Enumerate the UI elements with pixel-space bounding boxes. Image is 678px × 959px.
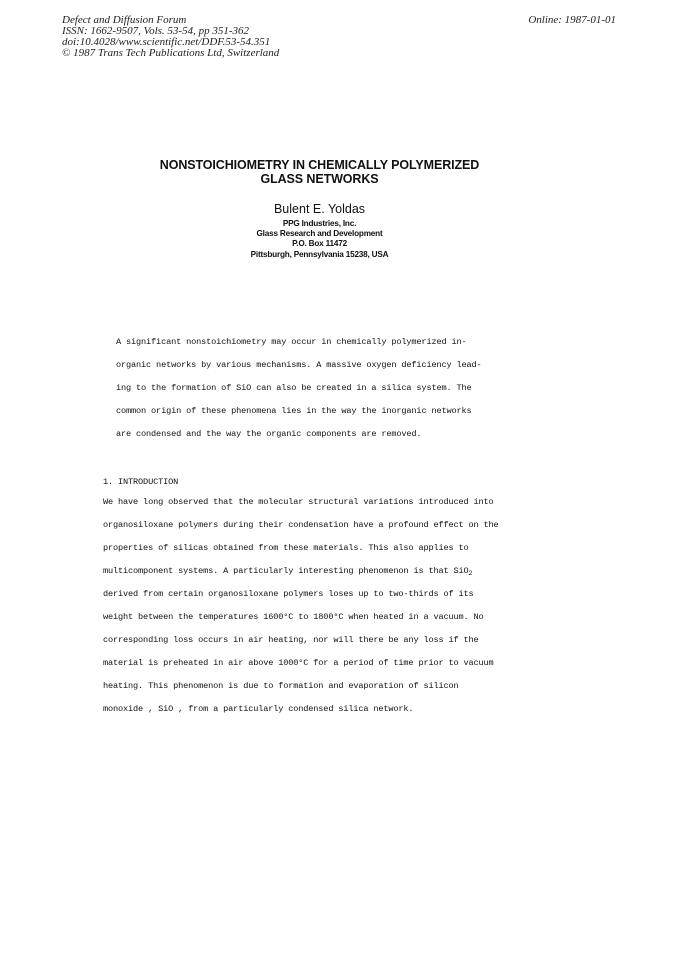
- journal-header: [62, 15, 279, 59]
- body-line: weight between the temperatures 1600°C to 1800°C when heated in a vacuum. No: [103, 612, 484, 622]
- body-line: [103, 566, 553, 589]
- abstract-line: organic networks by various mechanisms. A massive oxygen deficiency lead-: [116, 360, 482, 370]
- body-line: monoxide , SiO , from a particularly condensed silica network.: [103, 704, 414, 714]
- abstract-line: common origin of these phenomena lies in the way the inorganic networks: [116, 406, 472, 416]
- body-line: We have long observed that the molecular structural variations introduced into: [103, 497, 494, 507]
- title-line: GLASS NETWORKS: [260, 172, 379, 186]
- affiliation-line: PPG Industries, Inc.: [282, 219, 357, 228]
- body-line: material is preheated in air above 1000°C for a period of time prior to vacuum: [103, 658, 494, 668]
- abstract-line: ing to the formation of SiO can also be created in a silica system. The: [116, 383, 472, 393]
- body-line: organosiloxane polymers during their condensation have a profound effect on the: [103, 520, 499, 530]
- affiliation-line: P.O. Box 11472: [292, 239, 347, 249]
- abstract-line: A significant nonstoichiometry may occur in chemically polymerized in-: [116, 337, 467, 347]
- subscript: 2: [468, 570, 473, 577]
- abstract: [116, 337, 536, 452]
- paper-title: [0, 158, 639, 186]
- affiliation-line: Pittsburgh, Pennsylvania 15238, USA: [250, 249, 389, 259]
- body-line: derived from certain organosiloxane polymers loses up to two-thirds of its: [103, 589, 474, 599]
- affiliation-line: Glass Research and Development: [256, 229, 383, 239]
- body-line-text: multicomponent systems. A particularly interesting phenomenon is that SiO: [103, 566, 469, 576]
- journal-copyright: © 1987 Trans Tech Publications Ltd, Switzerland: [62, 47, 280, 59]
- title-line: NONSTOICHIOMETRY IN CHEMICALLY POLYMERIZED: [159, 158, 480, 172]
- body-text: [103, 497, 553, 727]
- body-line: properties of silicas obtained from these materials. This also applies to: [103, 543, 469, 553]
- body-line: corresponding loss occurs in air heating, nor will there be any loss if the: [103, 635, 479, 645]
- abstract-line: are condensed and the way the organic components are removed.: [116, 429, 422, 439]
- journal-issn: ISSN: 1662-9507, Vols. 53-54, pp 351-362: [62, 25, 249, 37]
- section-heading: 1. INTRODUCTION: [103, 477, 179, 487]
- journal-name: Defect and Diffusion Forum: [62, 14, 187, 26]
- journal-doi: doi:10.4028/www.scientific.net/DDF.53-54.351: [62, 36, 271, 48]
- author-name: Bulent E. Yoldas: [273, 202, 366, 216]
- online-date: Online: 1987-01-01: [528, 14, 616, 26]
- author-affiliation: [0, 219, 639, 260]
- body-line: heating. This phenomenon is due to formation and evaporation of silicon: [103, 681, 459, 691]
